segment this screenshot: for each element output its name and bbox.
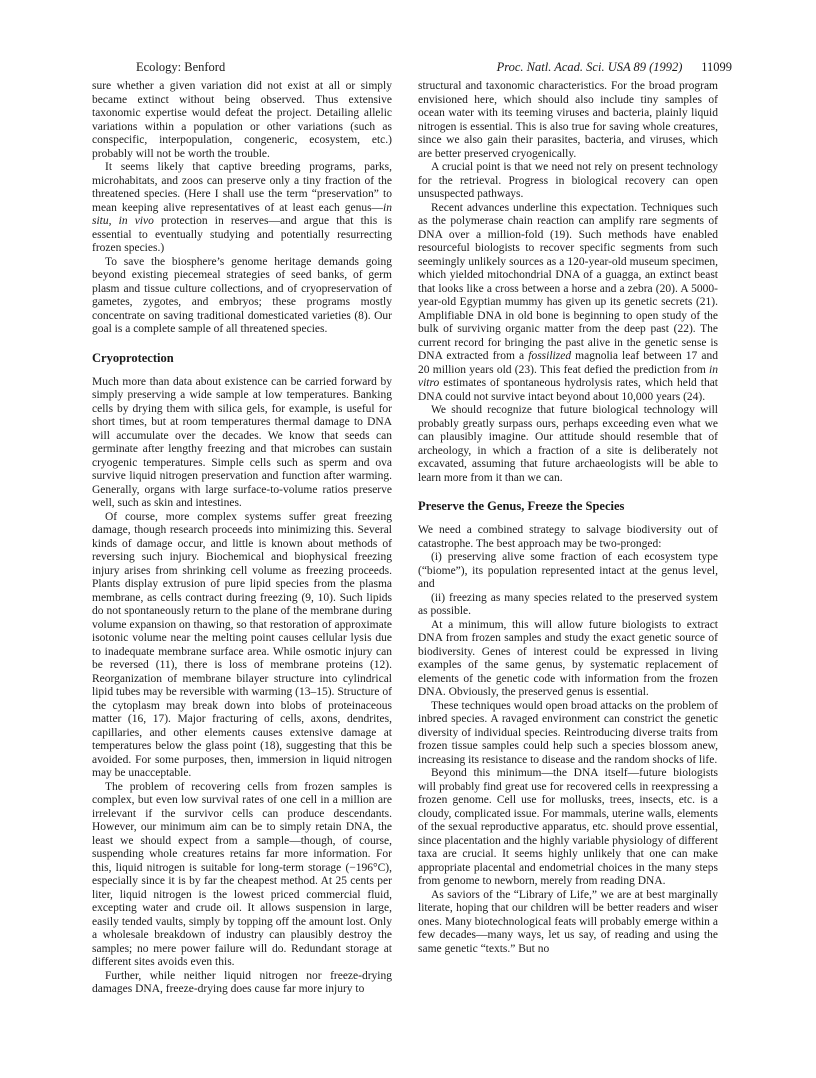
paragraph: A crucial point is that we need not rely on present technology for the retrieval. Progress in biological recovery can open unsuspected pathways. — [418, 161, 718, 200]
paragraph — [418, 202, 718, 405]
list-item: (i) preserving alive some fraction of each ecosystem type (“biome”), its population represented intact at the genus level, and — [418, 551, 718, 590]
paragraph: Beyond this minimum—the DNA itself—future biologists will probably find great use for recovered cells in reexpressing a frozen genome. Cell use for mollusks, trees, insects, etc. is a cloudy, complicated issue. For mammals, uterine walls, elements of the sexual reproductive apparatus, etc. should prove essential, since placentation and the highly variable physiology of different taxa are crucial. It seems highly unlikely that one can make appropriate placental and endometrial choices in the many steps from genome to newborn, merely from reading DNA. — [418, 767, 718, 887]
paragraph: At a minimum, this will allow future biologists to extract DNA from frozen samples and study the exact genetic source of biodiversity. Genes of interest could be expressed in living examples of the same genus, by systematic replacement of elements of the genetic code with information from the frozen DNA. Obviously, the preserved genus is essential. — [418, 618, 718, 698]
paragraph: These techniques would open broad attacks on the problem of inbred species. A ravaged environment can constrict the genetic diversity of individual species. Reintroducing diverse traits from frozen tissue samples could help such a species blossom anew, increasing its resistance to disease and the random shocks of life. — [418, 699, 718, 766]
left-column — [92, 80, 392, 997]
italic-text: fossilized — [528, 350, 572, 362]
section-label: Ecology: Benford — [136, 60, 226, 74]
text-run: Recent advances underline this expectation. Techniques such as the polymerase chain reaction can amplify rare segments of DNA over a million-fold (19). Such methods have enabled resourceful biologists to recover specific segments from such seemingly unlikely sources as a 120-year-old museum specimen, which yielded mitochondrial DNA of a guagga, an extinct beast that looks like a cross between a horse and a zebra (20). A 5000-year-old Egyptian mummy has given up its genetic secrets (21). Amplifiable DNA in old bone is beginning to open study of the bulk of surviving organic matter from the deep past (22). The current record for bringing the past alive in the genetic sense is DNA extracted from a — [418, 201, 718, 362]
list-item: (ii) freezing as many species related to the preserved system as possible. — [418, 591, 718, 617]
section-heading-cryoprotection: Cryoprotection — [92, 350, 174, 365]
paragraph: Further, while neither liquid nitrogen nor freeze-drying damages DNA, freeze-drying does cause far more injury to — [92, 969, 392, 995]
paragraph: structural and taxonomic characteristics. For the broad program envisioned here, which should also include tiny samples of ocean water with its teeming viruses and bacteria, plainly liquid nitrogen is essential. This is also true for saving whole creatures, since we also gain their parasites, bacteria, and viruses, which are better preserved cryogenically. — [418, 80, 718, 160]
right-column — [418, 80, 718, 956]
paragraph: Much more than data about existence can be carried forward by simply preserving a wide sample at low temperatures. Banking cells by drying them with silica gels, for example, is useful for short times, but at room temperatures thermal damage to DNA will accumulate over the decades. We know that seeds can germinate after lengthy freezing and that microbes can sustain cryogenic temperatures. Simple cells such as sperm and ova survive liquid nitrogen preservation and function after warming. Generally, organs with large surface-to-volume ratios preserve well, such as skin and intestines. — [92, 375, 392, 509]
text-run: magnolia leaf between 17 and 20 million years old (23). This feat defied the prediction from — [418, 350, 718, 376]
paragraph: As saviors of the “Library of Life,” we are at best marginally literate, hoping that our children will be better readers and wiser ones. Many biotechnological feats will probably emerge within a few decades—many ways, let us say, of reading and using the same genetic “texts.” But no — [418, 888, 718, 955]
section-heading-preserve-genus: Preserve the Genus, Freeze the Species — [418, 499, 625, 513]
journal-name: Proc. Natl. Acad. Sci. USA 89 (1992) — [496, 60, 683, 74]
paragraph: To save the biosphere’s genome heritage demands going beyond existing piecemeal strategies of seed banks, of germ plasm and tissue culture collections, and of cryopreservation of gametes, zygotes, and embryos; these programs mostly concentrate on saving traditional domesticated varieties (8). Our goal is a complete sample of all threatened species. — [92, 255, 392, 335]
text-run: It seems likely that captive breeding programs, parks, microhabitats, and zoos can preserve only a tiny fraction of the threatened species. (Here I shall use the term “preservation” to mean keeping alive representatives of at least each genus— — [92, 161, 392, 214]
paragraph: We should recognize that future biological technology will probably greatly surpass ours, perhaps exceeding even what we can plausibly imagine. Our attitude should resemble that of archeology, in which a fraction of a site is deliberately not excavated, assuming that future archaeologists will be able to learn more from it than we can. — [418, 404, 718, 484]
paragraph: The problem of recovering cells from frozen samples is complex, but even low survival rates of one cell in a million are irrelevant if the survivor cells can produce descendants. However, our minimum aim can be to simply retain DNA, the least we should expect from a sample—though, of course, suspending whole creatures retains far more information. For this, liquid nitrogen is suitable for long-term storage (−196°C), especially since it is by far the cheapest method. At 25 cents per liter, liquid nitrogen is the lowest priced commercial fluid, excepting water and crude oil. It allows suspension in large, easily tended vaults, simply by topping off the amount lost. Only a wholesale breakdown of industry can plausibly destroy the samples; no mere power failure will do. Redundant storage at different sites avoids even this. — [92, 780, 392, 968]
text-run: protection in reserves—and argue that this is essential to eventually studying and potentially resurrecting frozen species.) — [92, 215, 392, 254]
journal-citation — [497, 60, 732, 75]
paragraph — [92, 161, 392, 256]
text-run: estimates of spontaneous hydrolysis rates, which held that DNA could not survive intact beyond about 10,000 years (24). — [418, 377, 718, 403]
page-number: 11099 — [701, 60, 732, 74]
paragraph: sure whether a given variation did not exist at all or simply became extinct without being observed. Thus extensive taxonomic expertise would defeat the project. Detailing allelic variations within a population or other variations (such as conspecific, interpopulation, congeneric, ecosystem, etc.) probably will not be worth the trouble. — [92, 80, 392, 160]
italic-text: in situ, in vivo — [92, 201, 392, 227]
paragraph: We need a combined strategy to salvage biodiversity out of catastrophe. The best approach may be two-pronged: — [418, 524, 718, 550]
italic-text: in vitro — [418, 363, 718, 389]
paragraph: Of course, more complex systems suffer great freezing damage, though research proceeds into minimizing this. Several kinds of damage occur, and little is known about methods of reversing such injury. Biochemical and biophysical freezing injury arises from shrinking cell volume as freezing proceeds. Plants display extrusion of pure lipid species from the plasma membrane, as cells contract during freezing (9, 10). Such lipids do not spontaneously return to the plane of the membrane during volume expansion on thawing, so that restoration of approximate isotonic volume near the melting point causes cellular lysis due to inadequate membrane surface area. While osmotic injury can be reversed (11), there is loss of membrane proteins (12). Reorganization of membrane bilayer structure into cylindrical lipid tubes may be reversible with warming (13–15). Structure of the cytoplasm may break down into blobs of proteinaceous matter (16, 17). Major fracturing of cells, axons, dendrites, capillaries, and other elements causes extensive damage at temperatures below the glass point (18), suggesting that this be avoided. For some purposes, then, immersion in liquid nitrogen may be unacceptable. — [92, 510, 392, 779]
